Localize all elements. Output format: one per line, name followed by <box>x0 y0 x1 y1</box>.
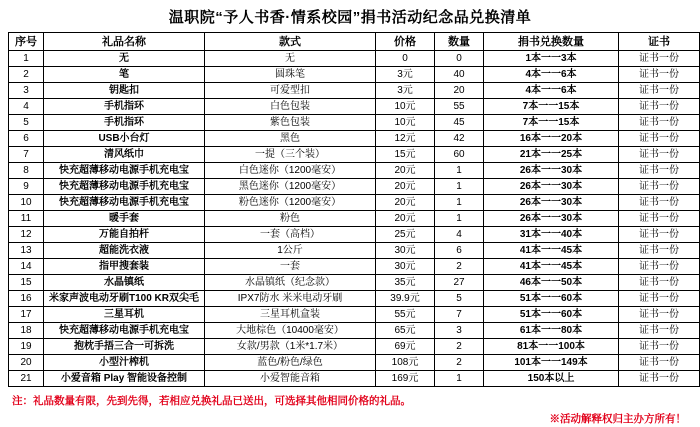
cell-name: 手机指环 <box>44 99 205 115</box>
table-row <box>9 323 700 339</box>
cell-cert: 证书一份 <box>619 163 700 179</box>
cell-style: 三星耳机盒装 <box>205 307 376 323</box>
cell-books: 21本一一25本 <box>484 147 619 163</box>
gift-exchange-table <box>8 32 700 387</box>
table-row <box>9 67 700 83</box>
cell-cert: 证书一份 <box>619 67 700 83</box>
table-header-row <box>9 33 700 51</box>
cell-style: 白色迷你（1200毫安） <box>205 163 376 179</box>
cell-books: 41本一一45本 <box>484 243 619 259</box>
cell-qty: 1 <box>435 195 484 211</box>
cell-price: 30元 <box>376 243 435 259</box>
cell-price: 20元 <box>376 163 435 179</box>
cell-books: 16本一一20本 <box>484 131 619 147</box>
cell-style: 一提（三个装） <box>205 147 376 163</box>
cell-cert: 证书一份 <box>619 211 700 227</box>
cell-cert: 证书一份 <box>619 339 700 355</box>
cell-style: 可爱型扣 <box>205 83 376 99</box>
cell-no: 6 <box>9 131 44 147</box>
cell-price: 20元 <box>376 211 435 227</box>
cell-books: 61本一一80本 <box>484 323 619 339</box>
column-header-style: 款式 <box>205 33 376 51</box>
cell-style: 黑色迷你（1200毫安） <box>205 179 376 195</box>
cell-name: 快充超薄移动电源手机充电宝 <box>44 323 205 339</box>
cell-cert: 证书一份 <box>619 259 700 275</box>
cell-price: 35元 <box>376 275 435 291</box>
table-row <box>9 339 700 355</box>
cell-no: 21 <box>9 371 44 387</box>
table-row <box>9 115 700 131</box>
column-header-name: 礼品名称 <box>44 33 205 51</box>
cell-books: 26本一一30本 <box>484 163 619 179</box>
cell-no: 16 <box>9 291 44 307</box>
cell-price: 12元 <box>376 131 435 147</box>
cell-cert: 证书一份 <box>619 275 700 291</box>
cell-price: 10元 <box>376 99 435 115</box>
cell-no: 17 <box>9 307 44 323</box>
table-row <box>9 211 700 227</box>
cell-books: 46本一一50本 <box>484 275 619 291</box>
cell-name: 钥匙扣 <box>44 83 205 99</box>
cell-style: 小爱智能音箱 <box>205 371 376 387</box>
cell-books: 26本一一30本 <box>484 179 619 195</box>
cell-qty: 42 <box>435 131 484 147</box>
cell-qty: 2 <box>435 259 484 275</box>
cell-books: 4本一一6本 <box>484 83 619 99</box>
cell-price: 20元 <box>376 179 435 195</box>
cell-books: 7本一一15本 <box>484 115 619 131</box>
cell-no: 19 <box>9 339 44 355</box>
cell-cert: 证书一份 <box>619 323 700 339</box>
table-row <box>9 99 700 115</box>
table-row <box>9 179 700 195</box>
cell-qty: 1 <box>435 163 484 179</box>
cell-cert: 证书一份 <box>619 115 700 131</box>
cell-price: 10元 <box>376 115 435 131</box>
column-header-price: 价格 <box>376 33 435 51</box>
column-header-books: 捐书兑换数量 <box>484 33 619 51</box>
table-row <box>9 195 700 211</box>
cell-books: 41本一一45本 <box>484 259 619 275</box>
column-header-qty: 数量 <box>435 33 484 51</box>
cell-books: 51本一一60本 <box>484 291 619 307</box>
cell-name: 水晶镇纸 <box>44 275 205 291</box>
cell-name: 无 <box>44 51 205 67</box>
cell-name: 快充超薄移动电源手机充电宝 <box>44 195 205 211</box>
table-row <box>9 131 700 147</box>
cell-no: 3 <box>9 83 44 99</box>
cell-name: 抱枕手捂三合一可拆洗 <box>44 339 205 355</box>
table-header <box>9 33 700 51</box>
cell-cert: 证书一份 <box>619 179 700 195</box>
cell-price: 55元 <box>376 307 435 323</box>
cell-cert: 证书一份 <box>619 51 700 67</box>
cell-cert: 证书一份 <box>619 147 700 163</box>
cell-cert: 证书一份 <box>619 371 700 387</box>
table-row <box>9 371 700 387</box>
cell-style: 女款/男款（1米*1.7米） <box>205 339 376 355</box>
cell-name: 万能自拍杆 <box>44 227 205 243</box>
cell-books: 81本一一100本 <box>484 339 619 355</box>
footnote-supply: 注：礼品数量有限，先到先得，若相应兑换礼品已送出，可选择其他相同价格的礼品。 <box>12 395 411 407</box>
cell-no: 1 <box>9 51 44 67</box>
footnote-rights: ※活动解释权归主办方所有！ <box>549 413 686 425</box>
table-row <box>9 243 700 259</box>
cell-price: 30元 <box>376 259 435 275</box>
cell-qty: 55 <box>435 99 484 115</box>
cell-name: 快充超薄移动电源手机充电宝 <box>44 163 205 179</box>
cell-cert: 证书一份 <box>619 131 700 147</box>
cell-price: 25元 <box>376 227 435 243</box>
cell-style: 一套（高档） <box>205 227 376 243</box>
table-row <box>9 147 700 163</box>
cell-price: 39.9元 <box>376 291 435 307</box>
cell-no: 20 <box>9 355 44 371</box>
table-row <box>9 83 700 99</box>
table-row <box>9 275 700 291</box>
cell-qty: 1 <box>435 179 484 195</box>
footnote-rights-row <box>8 411 692 427</box>
cell-style: IPX7防水 米米电动牙刷 <box>205 291 376 307</box>
cell-no: 12 <box>9 227 44 243</box>
cell-qty: 5 <box>435 291 484 307</box>
cell-no: 18 <box>9 323 44 339</box>
cell-books: 26本一一30本 <box>484 211 619 227</box>
table-row <box>9 227 700 243</box>
column-header-no: 序号 <box>9 33 44 51</box>
cell-price: 3元 <box>376 83 435 99</box>
cell-qty: 4 <box>435 227 484 243</box>
cell-qty: 45 <box>435 115 484 131</box>
cell-no: 10 <box>9 195 44 211</box>
cell-no: 5 <box>9 115 44 131</box>
cell-style: 粉色迷你（1200毫安） <box>205 195 376 211</box>
page-title: 温职院“予人书香·情系校园”捐书活动纪念品兑换清单 <box>168 9 532 26</box>
cell-name: 超能洗衣液 <box>44 243 205 259</box>
cell-name: 米家声波电动牙刷T100 KR双尖毛 <box>44 291 205 307</box>
cell-no: 8 <box>9 163 44 179</box>
table-row <box>9 163 700 179</box>
cell-qty: 2 <box>435 355 484 371</box>
cell-name: 暖手套 <box>44 211 205 227</box>
cell-style: 一套 <box>205 259 376 275</box>
cell-qty: 1 <box>435 211 484 227</box>
cell-name: 笔 <box>44 67 205 83</box>
cell-name: 指甲搜套装 <box>44 259 205 275</box>
cell-price: 0 <box>376 51 435 67</box>
cell-books: 101本一一149本 <box>484 355 619 371</box>
cell-qty: 1 <box>435 371 484 387</box>
cell-qty: 2 <box>435 339 484 355</box>
cell-price: 65元 <box>376 323 435 339</box>
cell-no: 7 <box>9 147 44 163</box>
table-row <box>9 291 700 307</box>
cell-name: 三星耳机 <box>44 307 205 323</box>
cell-cert: 证书一份 <box>619 99 700 115</box>
cell-no: 15 <box>9 275 44 291</box>
cell-cert: 证书一份 <box>619 355 700 371</box>
cell-price: 169元 <box>376 371 435 387</box>
cell-price: 20元 <box>376 195 435 211</box>
cell-cert: 证书一份 <box>619 83 700 99</box>
cell-price: 108元 <box>376 355 435 371</box>
cell-books: 150本以上 <box>484 371 619 387</box>
cell-cert: 证书一份 <box>619 243 700 259</box>
cell-style: 圆珠笔 <box>205 67 376 83</box>
cell-qty: 27 <box>435 275 484 291</box>
table-row <box>9 259 700 275</box>
cell-qty: 6 <box>435 243 484 259</box>
cell-style: 1公斤 <box>205 243 376 259</box>
cell-no: 9 <box>9 179 44 195</box>
table-row <box>9 51 700 67</box>
cell-qty: 40 <box>435 67 484 83</box>
cell-style: 白色包装 <box>205 99 376 115</box>
cell-name: 清风纸巾 <box>44 147 205 163</box>
cell-qty: 60 <box>435 147 484 163</box>
cell-no: 11 <box>9 211 44 227</box>
cell-style: 蓝色/粉色/绿色 <box>205 355 376 371</box>
cell-no: 2 <box>9 67 44 83</box>
cell-style: 紫色包装 <box>205 115 376 131</box>
column-header-cert: 证书 <box>619 33 700 51</box>
table-row <box>9 355 700 371</box>
cell-style: 粉色 <box>205 211 376 227</box>
cell-qty: 20 <box>435 83 484 99</box>
cell-price: 69元 <box>376 339 435 355</box>
cell-books: 51本一一60本 <box>484 307 619 323</box>
cell-name: 小爱音箱 Play 智能设备控制 <box>44 371 205 387</box>
cell-name: 小型汁榨机 <box>44 355 205 371</box>
table-body <box>9 51 700 387</box>
cell-books: 4本一一6本 <box>484 67 619 83</box>
cell-cert: 证书一份 <box>619 307 700 323</box>
cell-style: 大地棕色（10400毫安） <box>205 323 376 339</box>
cell-cert: 证书一份 <box>619 227 700 243</box>
cell-cert: 证书一份 <box>619 195 700 211</box>
cell-name: 快充超薄移动电源手机充电宝 <box>44 179 205 195</box>
cell-books: 1本一一3本 <box>484 51 619 67</box>
cell-name: USB小台灯 <box>44 131 205 147</box>
cell-style: 无 <box>205 51 376 67</box>
cell-style: 水晶镇纸（纪念款） <box>205 275 376 291</box>
cell-books: 31本一一40本 <box>484 227 619 243</box>
cell-books: 26本一一30本 <box>484 195 619 211</box>
cell-books: 7本一一15本 <box>484 99 619 115</box>
cell-qty: 7 <box>435 307 484 323</box>
cell-price: 15元 <box>376 147 435 163</box>
cell-qty: 0 <box>435 51 484 67</box>
cell-no: 4 <box>9 99 44 115</box>
cell-price: 3元 <box>376 67 435 83</box>
cell-no: 14 <box>9 259 44 275</box>
table-row <box>9 307 700 323</box>
cell-qty: 3 <box>435 323 484 339</box>
cell-cert: 证书一份 <box>619 291 700 307</box>
cell-no: 13 <box>9 243 44 259</box>
cell-style: 黑色 <box>205 131 376 147</box>
cell-name: 手机指环 <box>44 115 205 131</box>
